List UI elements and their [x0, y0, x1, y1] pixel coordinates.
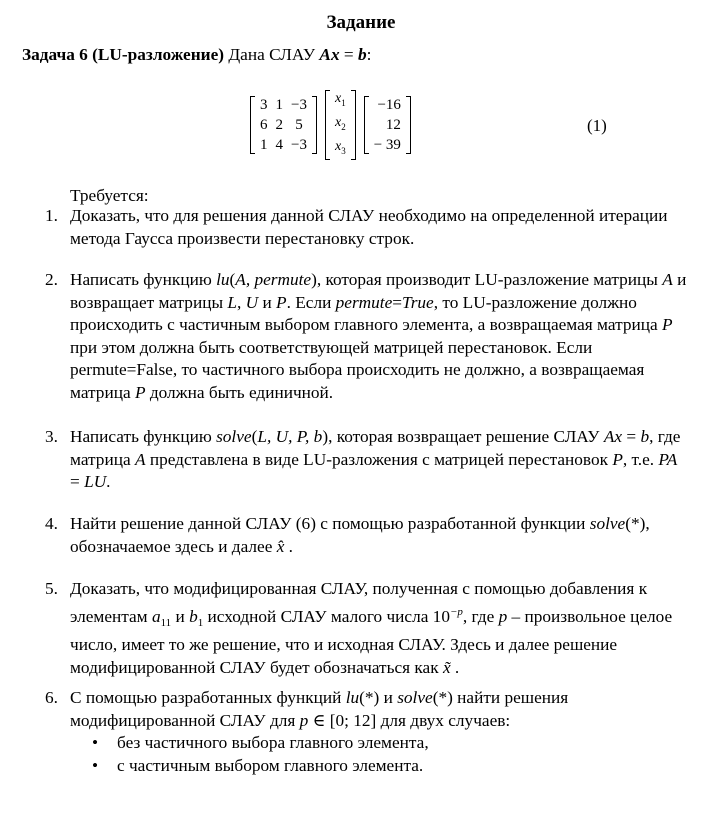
matrix-cell: 2 [275, 117, 283, 133]
matrix-cell: −3 [291, 97, 307, 113]
vector-x-cell [331, 113, 350, 137]
item-number: 6. [45, 688, 58, 707]
task-intro: Дана СЛАУ [224, 45, 320, 64]
math-var: b [640, 427, 650, 446]
subscript: 1 [197, 616, 204, 629]
math-expr: PA [658, 449, 678, 469]
text-span: и [258, 292, 277, 312]
text-span: ( [229, 270, 236, 289]
task-statement [22, 45, 371, 65]
task-label: Задача 6 (LU-разложение) [22, 45, 225, 64]
vector-x [325, 89, 356, 160]
text-span: Написать функцию [70, 427, 217, 446]
text-span: исходной СЛАУ малого числа 10 [203, 606, 450, 626]
text-span: , где матрица [70, 427, 681, 469]
task-eq-equals: = [339, 45, 358, 64]
exponent: −p [449, 605, 463, 618]
math-var: P [134, 382, 146, 402]
text-span: , то LU-разложение должно происходить с частичным выбором главного элемента, а возвращаемая матрица [70, 292, 662, 334]
math-var-p: p [498, 606, 508, 626]
text-span: = [622, 427, 641, 446]
x-subscript: 3 [341, 145, 346, 156]
text-span: при этом должна быть соответствующей матрицей перестановок. Если permute=False, то частичного выбора происходить не должно, а возвращаемая матрица [70, 337, 645, 402]
item-number: 5. [45, 579, 58, 598]
text-span: Написать функцию [70, 270, 217, 289]
math-var-p: p [299, 710, 309, 730]
text-span: и возвращает матрицы [70, 270, 687, 312]
bullet-item [70, 755, 690, 778]
func-name-solve: solve [216, 427, 252, 446]
subscript: 11 [160, 616, 172, 629]
matrix-cell: 5 [295, 117, 303, 133]
math-var: A [662, 270, 673, 289]
text-span: должна быть единичной. [145, 382, 334, 402]
page-title: Задание [326, 12, 396, 33]
text-span: = [70, 472, 85, 491]
text-span: . [284, 536, 293, 556]
x-subscript: 2 [341, 121, 346, 132]
vector-b-cell: −16 [377, 97, 401, 113]
list-item-5 [45, 578, 690, 679]
vector-b [364, 95, 411, 155]
bullet-icon: • [92, 755, 99, 775]
func-args: A, permute [235, 270, 312, 289]
func-name-solve: solve [589, 514, 626, 533]
text-span: С помощью разработанных функций [70, 688, 346, 707]
text-span: (*) и [359, 688, 398, 707]
item-number: 3. [45, 427, 58, 446]
list-item-4 [45, 513, 690, 558]
func-name-lu: lu [216, 270, 230, 289]
math-expr: Ax [603, 427, 623, 446]
param-name: permute [335, 292, 393, 312]
task-eq-b: b [357, 45, 367, 64]
matrix-cell: −3 [291, 137, 307, 153]
list-item-1 [45, 205, 690, 250]
text-span: (*) найти решения модифицированной СЛАУ для [70, 688, 569, 730]
text-span: ∈ [0; 12] для двух случаев: [308, 710, 511, 730]
math-var: P [276, 292, 287, 312]
vector-b-cell: 12 [385, 117, 401, 133]
math-expr: LU [84, 472, 107, 491]
text-span: . [450, 657, 460, 677]
matrix-cell: 4 [275, 137, 283, 153]
x-subscript: 1 [341, 98, 346, 109]
task-eq-A: A [319, 45, 331, 64]
bullet-text: без частичного выбора главного элемента, [117, 733, 429, 752]
bullet-text: с частичным выбором главного элемента. [117, 755, 424, 775]
param-value: True [402, 292, 434, 312]
bullet-item [70, 732, 690, 755]
text-span: , т.е. [622, 449, 659, 469]
text-span: , где [462, 606, 499, 626]
math-var: P [612, 449, 623, 469]
matrix-cell: 1 [260, 137, 268, 153]
item-number: 4. [45, 514, 58, 533]
x-symbol: x [334, 138, 342, 154]
item-text: Доказать, что для решения данной СЛАУ необходимо на определенной итерации метода Гаусса произвести перестановку строк. [70, 206, 668, 248]
item-number: 2. [45, 270, 58, 289]
math-var: U [245, 292, 259, 312]
text-span: . Если [286, 292, 336, 312]
x-symbol: x [334, 91, 342, 107]
math-var: A [134, 449, 146, 469]
list-item-6 [45, 687, 690, 777]
text-span: . [106, 472, 111, 491]
math-var-a: a [151, 606, 161, 626]
matrix-cell: 3 [260, 97, 268, 113]
text-span: Доказать, что модифицированная СЛАУ, полученная с помощью добавления к элементам [70, 579, 648, 626]
x-symbol: x [334, 115, 342, 131]
func-name-lu: lu [345, 688, 360, 707]
list-item-2 [45, 269, 690, 404]
task-eq-x: x [330, 45, 340, 64]
math-var: P [661, 315, 673, 334]
requires-label: Требуется: [70, 186, 149, 205]
text-span: , [237, 292, 246, 312]
x-hat-symbol: x̂ [276, 536, 285, 556]
task-colon: : [366, 45, 372, 64]
text-span: = [392, 292, 403, 312]
text-span: и [171, 606, 190, 626]
matrix-equation [250, 92, 419, 158]
matrix-cell: 1 [275, 97, 283, 113]
equation-number: (1) [587, 116, 607, 135]
text-span: ), которая возвращает решение СЛАУ [322, 427, 604, 446]
math-var-b: b [189, 606, 198, 626]
func-name-solve: solve [397, 688, 433, 707]
bullet-icon: • [92, 733, 99, 752]
vector-x-cell [331, 137, 350, 161]
x-tilde-symbol: x̃ [442, 657, 451, 677]
vector-b-cell: − 39 [373, 137, 401, 153]
text-span: представлена в виде LU-разложения с матрицей перестановок [145, 449, 613, 469]
text-span: – произвольное целое число, имеет то же решение, что и исходная СЛАУ. Здесь и далее решение модифицированной СЛАУ будет обозначаться как [70, 606, 673, 677]
text-span: ( [251, 427, 258, 446]
list-item-3 [45, 426, 690, 494]
text-span: (*), обозначаемое здесь и далее [70, 514, 650, 556]
math-var: L [227, 292, 237, 312]
item-number: 1. [45, 206, 58, 225]
matrix-A [250, 95, 317, 155]
text-span: ), которая производит LU-разложение матрицы [311, 270, 663, 289]
matrix-cell: 6 [260, 117, 268, 133]
vector-x-cell [331, 89, 350, 113]
text-span: Найти решение данной СЛАУ (6) с помощью разработанной функции [70, 514, 590, 533]
func-args: L, U, P, b [257, 427, 323, 446]
